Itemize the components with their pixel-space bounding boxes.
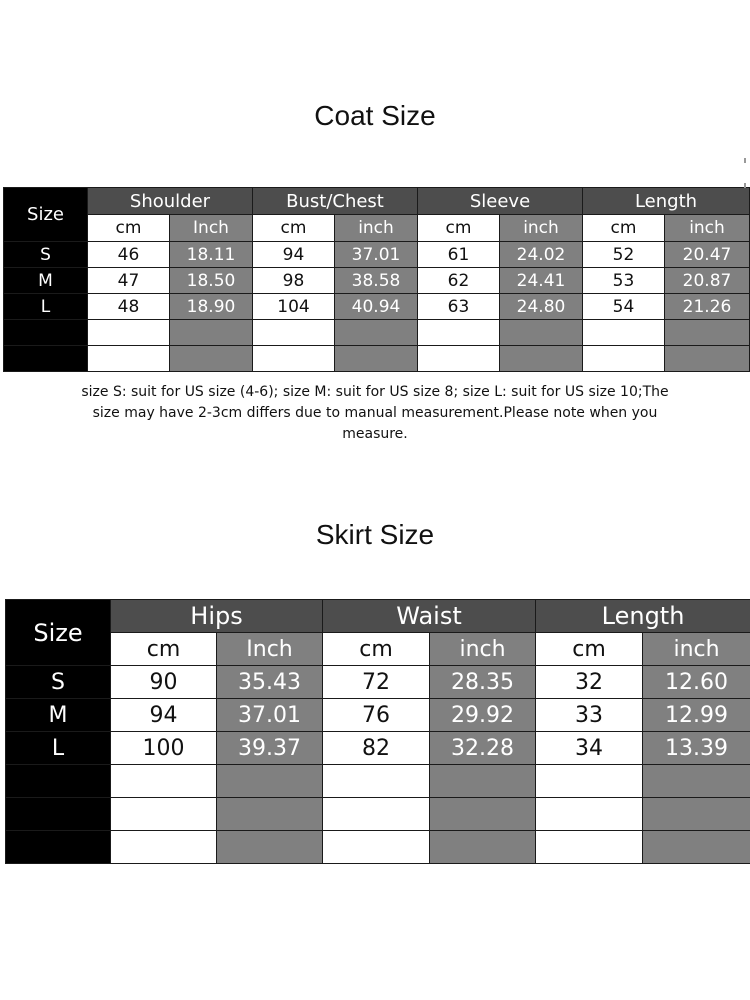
- measurement-cell: 54: [583, 294, 665, 320]
- empty-cell: [643, 798, 750, 831]
- unit-row: [4, 215, 750, 242]
- measurement-cell: 33: [536, 699, 643, 732]
- empty-cell: [500, 346, 583, 372]
- empty-cell: [111, 798, 217, 831]
- empty-cell: [253, 320, 335, 346]
- measurement-cell: 18.90: [170, 294, 253, 320]
- empty-cell: [111, 831, 217, 864]
- empty-size-cell: [4, 346, 88, 372]
- empty-cell: [170, 346, 253, 372]
- measure-group-header: Sleeve: [418, 188, 583, 215]
- unit-header: inch: [335, 215, 418, 242]
- measurement-cell: 100: [111, 732, 217, 765]
- measurement-cell: 13.39: [643, 732, 750, 765]
- measure-group-header: Length: [583, 188, 750, 215]
- unit-header: cm: [88, 215, 170, 242]
- unit-header: inch: [643, 633, 750, 666]
- measurement-cell: 61: [418, 242, 500, 268]
- measure-group-header: Waist: [323, 600, 536, 633]
- size-column-header: Size: [6, 600, 111, 666]
- empty-cell: [418, 346, 500, 372]
- unit-header: cm: [418, 215, 500, 242]
- measurement-cell: 52: [583, 242, 665, 268]
- empty-row: [6, 798, 750, 831]
- table-row: [6, 732, 750, 765]
- measurement-cell: 39.37: [217, 732, 323, 765]
- size-label: M: [6, 699, 111, 732]
- unit-header: Inch: [170, 215, 253, 242]
- measure-group-header: Length: [536, 600, 750, 633]
- edge-mark: [744, 183, 746, 188]
- measurement-cell: 38.58: [335, 268, 418, 294]
- coat-size-title: Coat Size: [314, 100, 436, 131]
- empty-cell: [170, 320, 253, 346]
- measure-group-header: Shoulder: [88, 188, 253, 215]
- measurement-cell: 24.41: [500, 268, 583, 294]
- empty-cell: [111, 765, 217, 798]
- measurement-cell: 20.47: [665, 242, 750, 268]
- empty-cell: [253, 346, 335, 372]
- measurement-cell: 72: [323, 666, 430, 699]
- empty-row: [4, 320, 750, 346]
- empty-row: [4, 346, 750, 372]
- size-label: L: [4, 294, 88, 320]
- empty-cell: [430, 798, 536, 831]
- measurement-cell: 35.43: [217, 666, 323, 699]
- empty-size-cell: [6, 765, 111, 798]
- measurement-cell: 24.02: [500, 242, 583, 268]
- empty-cell: [583, 320, 665, 346]
- skirt-size-table: [5, 599, 750, 864]
- measurement-cell: 24.80: [500, 294, 583, 320]
- header-row: [4, 188, 750, 215]
- empty-cell: [536, 831, 643, 864]
- empty-size-cell: [6, 831, 111, 864]
- empty-cell: [88, 346, 170, 372]
- measurement-cell: 82: [323, 732, 430, 765]
- empty-cell: [418, 320, 500, 346]
- table-row: [4, 294, 750, 320]
- measurement-cell: 32.28: [430, 732, 536, 765]
- measurement-cell: 37.01: [217, 699, 323, 732]
- empty-cell: [665, 320, 750, 346]
- skirt-size-title: Skirt Size: [315, 519, 435, 550]
- measurement-cell: 48: [88, 294, 170, 320]
- unit-header: cm: [323, 633, 430, 666]
- empty-cell: [323, 765, 430, 798]
- empty-cell: [335, 346, 418, 372]
- table-row: [4, 242, 750, 268]
- unit-header: cm: [536, 633, 643, 666]
- empty-cell: [335, 320, 418, 346]
- unit-header: inch: [500, 215, 583, 242]
- measurement-cell: 28.35: [430, 666, 536, 699]
- header-row: [6, 600, 750, 633]
- size-note: size S: suit for US size (4-6); size M: suit for US size 8; size L: suit for US size 10;The size may have 2-3cm differs due to manual measurement.Please note when you measure.: [81, 384, 669, 442]
- measurement-cell: 12.99: [643, 699, 750, 732]
- edge-mark: [744, 158, 746, 163]
- empty-size-cell: [6, 798, 111, 831]
- empty-size-cell: [4, 320, 88, 346]
- size-label: S: [4, 242, 88, 268]
- empty-cell: [217, 831, 323, 864]
- empty-cell: [217, 798, 323, 831]
- empty-row: [6, 765, 750, 798]
- measurement-cell: 18.50: [170, 268, 253, 294]
- unit-header: Inch: [217, 633, 323, 666]
- measurement-cell: 40.94: [335, 294, 418, 320]
- size-label: M: [4, 268, 88, 294]
- unit-header: inch: [665, 215, 750, 242]
- empty-cell: [430, 831, 536, 864]
- empty-cell: [430, 765, 536, 798]
- empty-cell: [665, 346, 750, 372]
- coat-size-table: [3, 187, 750, 372]
- empty-cell: [536, 765, 643, 798]
- measurement-cell: 20.87: [665, 268, 750, 294]
- measurement-cell: 94: [253, 242, 335, 268]
- measurement-cell: 37.01: [335, 242, 418, 268]
- measurement-cell: 63: [418, 294, 500, 320]
- measurement-cell: 34: [536, 732, 643, 765]
- empty-row: [6, 831, 750, 864]
- measure-group-header: Hips: [111, 600, 323, 633]
- unit-header: cm: [111, 633, 217, 666]
- measurement-cell: 53: [583, 268, 665, 294]
- empty-cell: [583, 346, 665, 372]
- measurement-cell: 46: [88, 242, 170, 268]
- measurement-cell: 94: [111, 699, 217, 732]
- size-label: S: [6, 666, 111, 699]
- empty-cell: [643, 831, 750, 864]
- measurement-cell: 32: [536, 666, 643, 699]
- measurement-cell: 76: [323, 699, 430, 732]
- empty-cell: [217, 765, 323, 798]
- empty-cell: [323, 798, 430, 831]
- measurement-cell: 21.26: [665, 294, 750, 320]
- measure-group-header: Bust/Chest: [253, 188, 418, 215]
- measurement-cell: 62: [418, 268, 500, 294]
- measurement-cell: 12.60: [643, 666, 750, 699]
- empty-cell: [88, 320, 170, 346]
- measurement-cell: 90: [111, 666, 217, 699]
- empty-cell: [323, 831, 430, 864]
- unit-header: cm: [253, 215, 335, 242]
- table-row: [6, 666, 750, 699]
- measurement-cell: 47: [88, 268, 170, 294]
- size-column-header: Size: [4, 188, 88, 242]
- table-row: [6, 699, 750, 732]
- table-row: [4, 268, 750, 294]
- measurement-cell: 29.92: [430, 699, 536, 732]
- unit-row: [6, 633, 750, 666]
- empty-cell: [643, 765, 750, 798]
- measurement-cell: 18.11: [170, 242, 253, 268]
- unit-header: cm: [583, 215, 665, 242]
- empty-cell: [536, 798, 643, 831]
- measurement-cell: 104: [253, 294, 335, 320]
- unit-header: inch: [430, 633, 536, 666]
- empty-cell: [500, 320, 583, 346]
- measurement-cell: 98: [253, 268, 335, 294]
- size-label: L: [6, 732, 111, 765]
